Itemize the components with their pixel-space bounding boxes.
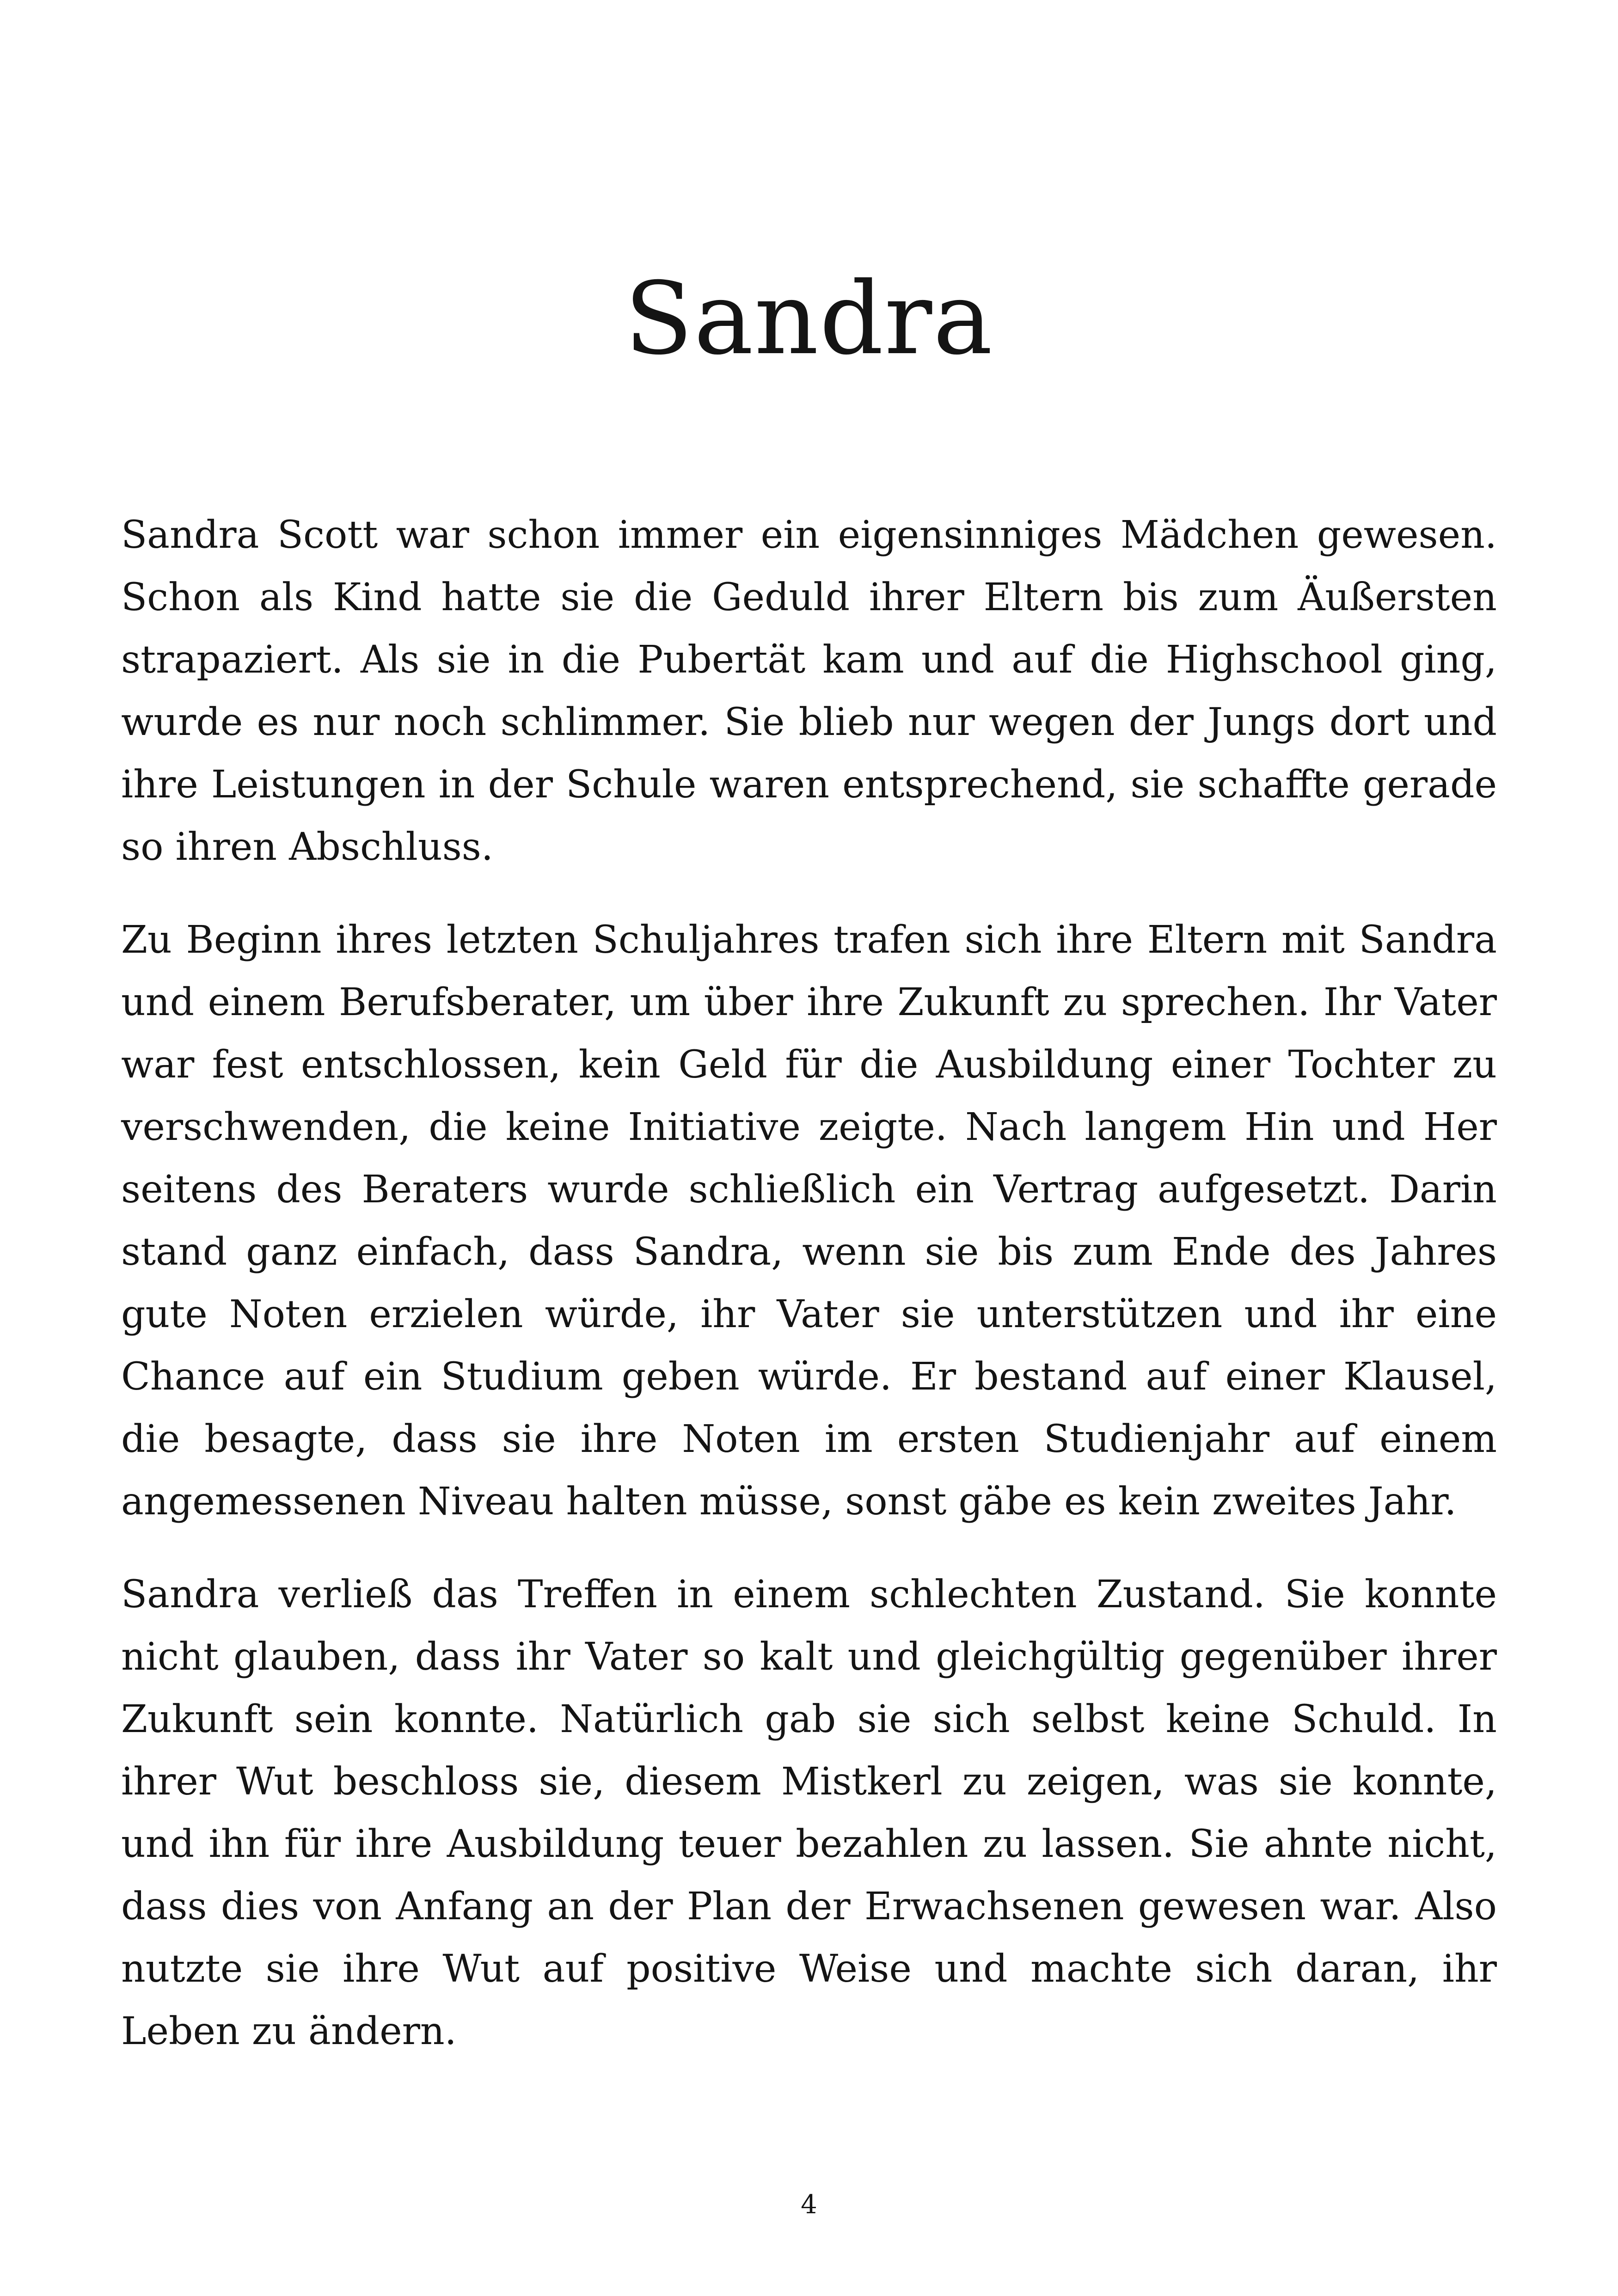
chapter-title: Sandra xyxy=(624,261,994,377)
paragraph: Zu Beginn ihres letzten Schuljahres trafen sich ihre Eltern mit Sandra und einem Berufsberater, um über ihre Zukunft zu sprechen. Ihr Vater war fest entschlossen, kein Geld für die Ausbildung einer Tochter zu verschwenden, die keine Initiative zeigte. Nach langem Hin und Her seitens des Beraters wurde schließlich ein Vertrag aufgesetzt. Darin stand ganz einfach, dass Sandra, wenn sie bis zum Ende des Jahres gute Noten erzielen würde, ihr Vater sie unterstützen und ihr eine Chance auf ein Studium geben würde. Er bestand auf einer Klausel, die besagte, dass sie ihre Noten im ersten Studienjahr auf einem angemessenen Niveau halten müsse, sonst gäbe es kein zweites Jahr. xyxy=(121,918,1497,1524)
paragraph: Sandra verließ das Treffen in einem schlechten Zustand. Sie konnte nicht glauben, dass ihr Vater so kalt und gleichgültig gegenüber ihrer Zukunft sein konnte. Natürlich gab sie sich selbst keine Schuld. In ihrer Wut beschloss sie, diesem Mistkerl zu zeigen, was sie konnte, und ihn für ihre Ausbildung teuer bezahlen zu lassen. Sie ahnte nicht, dass dies von Anfang an der Plan der Erwachsenen gewesen war. Also nutzte sie ihre Wut auf positive Weise und machte sich daran, ihr Leben zu ändern. xyxy=(121,1573,1497,2053)
page-number: 4 xyxy=(801,2190,817,2220)
chapter-body xyxy=(121,504,1497,2093)
paragraph: Sandra Scott war schon immer ein eigensinniges Mädchen gewesen. Schon als Kind hatte sie die Geduld ihrer Eltern bis zum Äußersten strapaziert. Als sie in die Pubertät kam und auf die Highschool ging, wurde es nur noch schlimmer. Sie blieb nur wegen der Jungs dort und ihre Leistungen in der Schule waren entsprechend, sie schaffte gerade so ihren Abschluss. xyxy=(121,513,1497,869)
